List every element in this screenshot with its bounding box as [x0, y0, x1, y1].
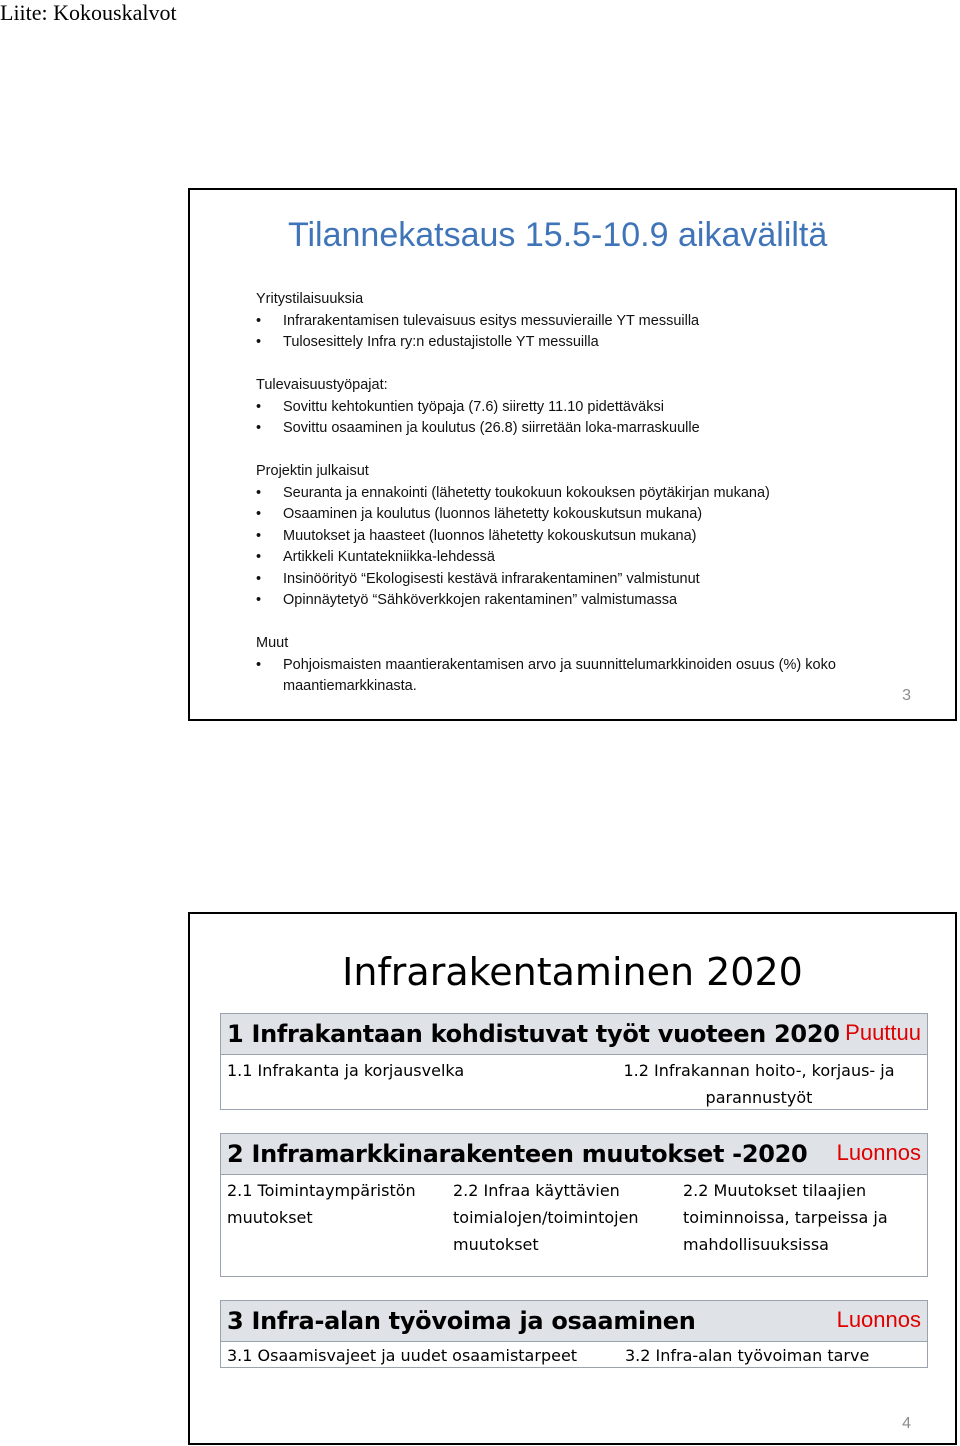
list-item: • Seuranta ja ennakointi (lähetetty toukokuun kokouksen pöytäkirjan mukana) — [256, 483, 936, 505]
status-label: Luonnos — [836, 1307, 921, 1332]
section-heading: Projektin julkaisut — [256, 463, 369, 479]
topic-block-1 — [220, 1013, 928, 1110]
block-title: 3 Infra-alan työvoima ja osaaminen — [227, 1307, 696, 1335]
bullet-icon: • — [256, 506, 262, 522]
block-header — [221, 1301, 927, 1342]
block-header — [221, 1014, 927, 1055]
slide-body — [256, 289, 936, 698]
list-item: • Insinöörityö “Ekologisesti kestävä infrarakentaminen” valmistunut — [256, 569, 936, 591]
subtopic: 1.1 Infrakanta ja korjausvelka — [227, 1061, 465, 1080]
subtopic: 1.2 Infrakannan hoito-, korjaus- ja parannustyöt — [623, 1061, 895, 1107]
slide-number: 4 — [902, 1415, 911, 1432]
topic-block-2 — [220, 1133, 928, 1277]
list-item: • Tulosesittely Infra ry:n edustajistolle YT messuilla — [256, 332, 936, 354]
slide-infrarakentaminen-2020 — [188, 912, 957, 1445]
bullet-icon: • — [256, 570, 262, 587]
section-heading: Muut — [256, 635, 289, 651]
subtopic: 2.2 Infraa käyttävien toimialojen/toimintojen muutokset — [453, 1181, 639, 1254]
list-item: • Infrarakentamisen tulevaisuus esitys messuvieraille YT messuilla — [256, 311, 936, 333]
topic-block-3 — [220, 1300, 928, 1368]
slide-title: Tilannekatsaus 15.5-10.9 aikaväliltä — [288, 216, 828, 254]
bullet-icon: • — [256, 527, 262, 544]
list-item: • Artikkeli Kuntatekniikka-lehdessä — [256, 547, 936, 569]
list-item: • Osaaminen ja koulutus (luonnos lähetetty kokouskutsun mukana) — [256, 504, 936, 526]
list-item: • Sovittu kehtokuntien työpaja (7.6) siiretty 11.10 pidettäväksi — [256, 397, 936, 419]
slide-number: 3 — [902, 687, 911, 704]
subtopic: 3.1 Osaamisvajeet ja uudet osaamistarpeet — [227, 1346, 578, 1365]
block-header — [221, 1134, 927, 1175]
section-heading: Yritystilaisuuksia — [256, 291, 364, 307]
bullet-icon: • — [256, 484, 262, 501]
bullet-icon: • — [256, 592, 262, 608]
subtopic: 2.1 Toimintaympäristön muutokset — [227, 1181, 416, 1227]
status-label: Luonnos — [836, 1140, 921, 1165]
bullet-icon: • — [256, 312, 262, 329]
bullet-icon: • — [256, 398, 262, 415]
page-header: Liite: Kokouskalvot — [0, 0, 177, 25]
subtopic: 3.2 Infra-alan työvoiman tarve — [625, 1346, 870, 1365]
bullet-icon: • — [256, 420, 262, 436]
block-title: 1 Infrakantaan kohdistuvat työt vuoteen 2020 — [227, 1020, 840, 1048]
status-label: Puuttuu — [845, 1020, 921, 1045]
block-title: 2 Inframarkkinarakenteen muutokset -2020 — [227, 1140, 808, 1168]
list-item: • Pohjoismaisten maantierakentamisen arvo ja suunnittelumarkkinoiden osuus (%) koko maantiemarkkinasta. — [256, 656, 836, 694]
bullet-icon: • — [256, 656, 262, 673]
slide-status-overview — [188, 188, 957, 721]
list-item: • Opinnäytetyö “Sähköverkkojen rakentaminen” valmistumassa — [256, 590, 936, 612]
section-heading: Tulevaisuustyöpajat: — [256, 377, 388, 393]
bullet-icon: • — [256, 334, 262, 350]
list-item: • Muutokset ja haasteet (luonnos lähetetty kokouskutsun mukana) — [256, 526, 936, 548]
bullet-icon: • — [256, 549, 262, 565]
slide-title: Infrarakentaminen 2020 — [342, 950, 803, 994]
list-item: • Sovittu osaaminen ja koulutus (26.8) siirretään loka-marraskuulle — [256, 418, 936, 440]
subtopic: 2.2 Muutokset tilaajien toiminnoissa, tarpeissa ja mahdollisuuksissa — [683, 1181, 888, 1254]
